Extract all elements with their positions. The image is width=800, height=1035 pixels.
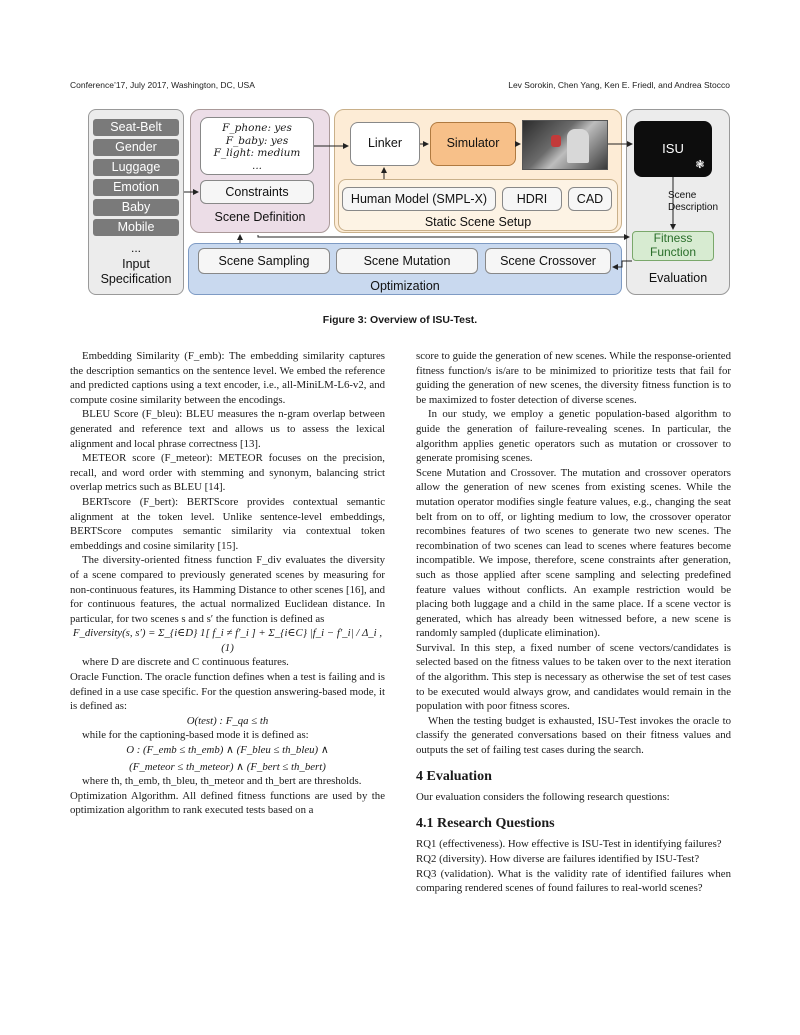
paragraph-score-guide: score to guide the generation of new scenes. While the response-oriented fitness function/s is/are to be minimized to prioritize tests that fail for guiding the generation of new scenes, the diversity fitness function is to be maximized to foster detection of diverse scenes.: [416, 350, 731, 406]
chip-icon: ❃: [695, 159, 705, 171]
static-scene-setup-label: Static Scene Setup: [424, 215, 532, 229]
simulator-label: Simulator: [446, 136, 500, 150]
scene-definition-label: Scene Definition: [214, 210, 306, 224]
paragraph-thresholds: where th, th_emb, th_bleu, th_meteor and th_bert are thresholds.: [82, 775, 362, 788]
scene-sampling-label: Scene Sampling: [218, 254, 310, 268]
input-specification-label: Input Specification: [100, 257, 172, 286]
human-model-label: Human Model (SMPL-X): [350, 192, 488, 206]
paragraph-genetic: In our study, we employ a genetic population-based algorithm to guide the generation of failure-revealing scenes. In particular, the algorithm applies genetic operators such as mutation or crossover to generate promising scenes.: [416, 408, 731, 465]
scene-mutation-label: Scene Mutation: [363, 254, 451, 268]
scene-crossover-label: Scene Crossover: [500, 254, 596, 268]
paragraph-budget: When the testing budget is exhausted, ISU-Test invokes the oracle to classify the generated conversations based on their fitness values and outputs the set of failing test cases during the search.: [416, 714, 731, 757]
hdri-label: HDRI: [516, 192, 548, 206]
paragraph-discrete-continuous: where D are discrete and C continuous features.: [82, 656, 289, 669]
cad-label: CAD: [576, 192, 604, 206]
arrow-fitness-to-optimization: [613, 261, 632, 267]
input-item-luggage: Luggage: [93, 159, 179, 176]
isu-label: ISU: [662, 141, 684, 156]
feature-phone: F_phone: yes: [222, 122, 292, 134]
equation-oracle-caption-line1: O : (F_emb ≤ th_emb) ∧ (F_bleu ≤ th_bleu) ∧: [126, 744, 329, 757]
input-item-mobile: Mobile: [93, 219, 179, 236]
paragraph-survival: Survival. In this step, a fixed number of scene vectors/candidates is selected based on the fitness values to be taken over to the next iteration of the algorithm. This step is necessary as otherwise the set of test cases to be executed would always grow, and candidates would remain in the population with poor fitness scores.: [416, 641, 731, 713]
paragraph-evaluation-intro: Our evaluation considers the following research questions:: [416, 791, 670, 804]
equation-diversity: F_diversity(s, s′) = Σ_{i∈D} 1[ f_i ≠ f′_i ] + Σ_{i∈C} |f_i − f′_i| / Δ_i , (1): [72, 627, 383, 654]
fitness-function-label: Fitness Function: [649, 231, 697, 259]
paragraph-bleu: BLEU Score (F_bleu): BLEU measures the n-gram overlap between generated and reference text and allows us to assess the lexical alignment and local phrase correctness [13].: [70, 408, 385, 450]
input-ellipsis: ...: [130, 241, 141, 255]
paragraph-bertscore: BERTscore (F_bert): BERTScore provides contextual semantic alignment at the token level. Unlike sentence-level embeddings, BERTScore computes semantic similarity via contextual token embeddings and cosine similarity [15].: [70, 495, 385, 552]
paragraph-diversity: The diversity-oriented fitness function F_div evaluates the diversity of a scene compared to previously generated scenes by measuring for non-continuous features, its Hamming Distance to other scenes [16], and for continuous features, the actual normalized Euclidean distance. In particular, for two scenes s and s′ the function is defined as: [70, 554, 385, 625]
paragraph-embedding-similarity: Embedding Similarity (F_emb): The embedding similarity captures the description semantics on the sentence level. We embed the reference and predicted captions using a text encoder, i.e., all-MiniLM-L6-v2, and compute cosine similarity between the encodings.: [70, 350, 385, 406]
research-question-3: RQ3 (validation). What is the validity rate of identified failures when comparing rendered scenes of found failures to real-world scenes?: [416, 867, 731, 895]
input-item-gender: Gender: [93, 139, 179, 156]
equation-oracle-qa: O(test) : F_qa ≤ th: [186, 714, 269, 727]
figure-caption: Figure 3: Overview of ISU-Test.: [322, 314, 478, 326]
feature-ellipsis: ...: [251, 159, 262, 172]
constraints-label: Constraints: [225, 185, 289, 199]
optimization-label: Optimization: [370, 279, 440, 293]
arrow-definition-to-fitness: [258, 235, 629, 237]
scene-description-label: Scene Description: [668, 190, 719, 213]
paragraph-meteor: METEOR score (F_meteor): METEOR focuses on the precision, recall, and word order with stemming and synonym, balancing strict overlap metrics such as BLEU [14].: [70, 452, 385, 494]
left-column: [70, 349, 385, 818]
input-item-seat-belt: Seat-Belt: [93, 119, 179, 136]
evaluation-label: Evaluation: [648, 271, 708, 285]
flow-arrows: [88, 109, 732, 299]
input-item-emotion: Emotion: [93, 179, 179, 196]
right-column: [416, 349, 731, 896]
feature-light: F_light: medium: [213, 147, 301, 159]
running-header-right: Lev Sorokin, Chen Yang, Ken E. Friedl, and Andrea Stocco: [508, 80, 730, 90]
linker-label: Linker: [367, 136, 403, 150]
equation-oracle-caption-line2: (F_meteor ≤ th_meteor) ∧ (F_bert ≤ th_bert): [129, 760, 326, 773]
research-question-1: RQ1 (effectiveness). How effective is ISU-Test in identifying failures?: [416, 838, 722, 851]
overview-figure: [88, 109, 732, 299]
running-header-left: Conference’17, July 2017, Washington, DC, USA: [70, 80, 255, 90]
input-item-baby: Baby: [93, 199, 179, 216]
paragraph-oracle: Oracle Function. The oracle function defines when a test is failing and is defined in a use case specific. For the question answering-based mode, it is defined as:: [70, 671, 385, 713]
section-heading-evaluation: 4 Evaluation: [416, 768, 492, 784]
paragraph-optimization: Optimization Algorithm. All defined fitness functions are used by the optimization algorithm to rank executed tests based on a: [70, 789, 385, 817]
feature-baby: F_baby: yes: [225, 134, 289, 147]
subsection-heading-research-questions: 4.1 Research Questions: [416, 815, 555, 831]
paragraph-captioning: while for the captioning-based mode it is defined as:: [82, 729, 309, 742]
paragraph-mutation-crossover: Scene Mutation and Crossover. The mutation and crossover operators allow the generation of new scenes from existing scenes. While the mutation operator modifies single feature values, e.g., changing the seat belt from on to off, or lighting medium to low, the crossover operator recombines features of two scenes to generate two new scenes. The recombination of two scenes can lead to scenes where features become incompatible. We impose, therefore, scene constraints after generation, such as those applied after scene sampling and selecting predefined feature values without conflicts. An example restriction would be placing both luggage and a child in the same place. If a scene vector is generated, which has already been witnessed before, a new scene is randomly sampled (duplicate elimination).: [416, 466, 731, 640]
research-question-2: RQ2 (diversity). How diverse are failures identified by ISU-Test?: [416, 853, 700, 865]
